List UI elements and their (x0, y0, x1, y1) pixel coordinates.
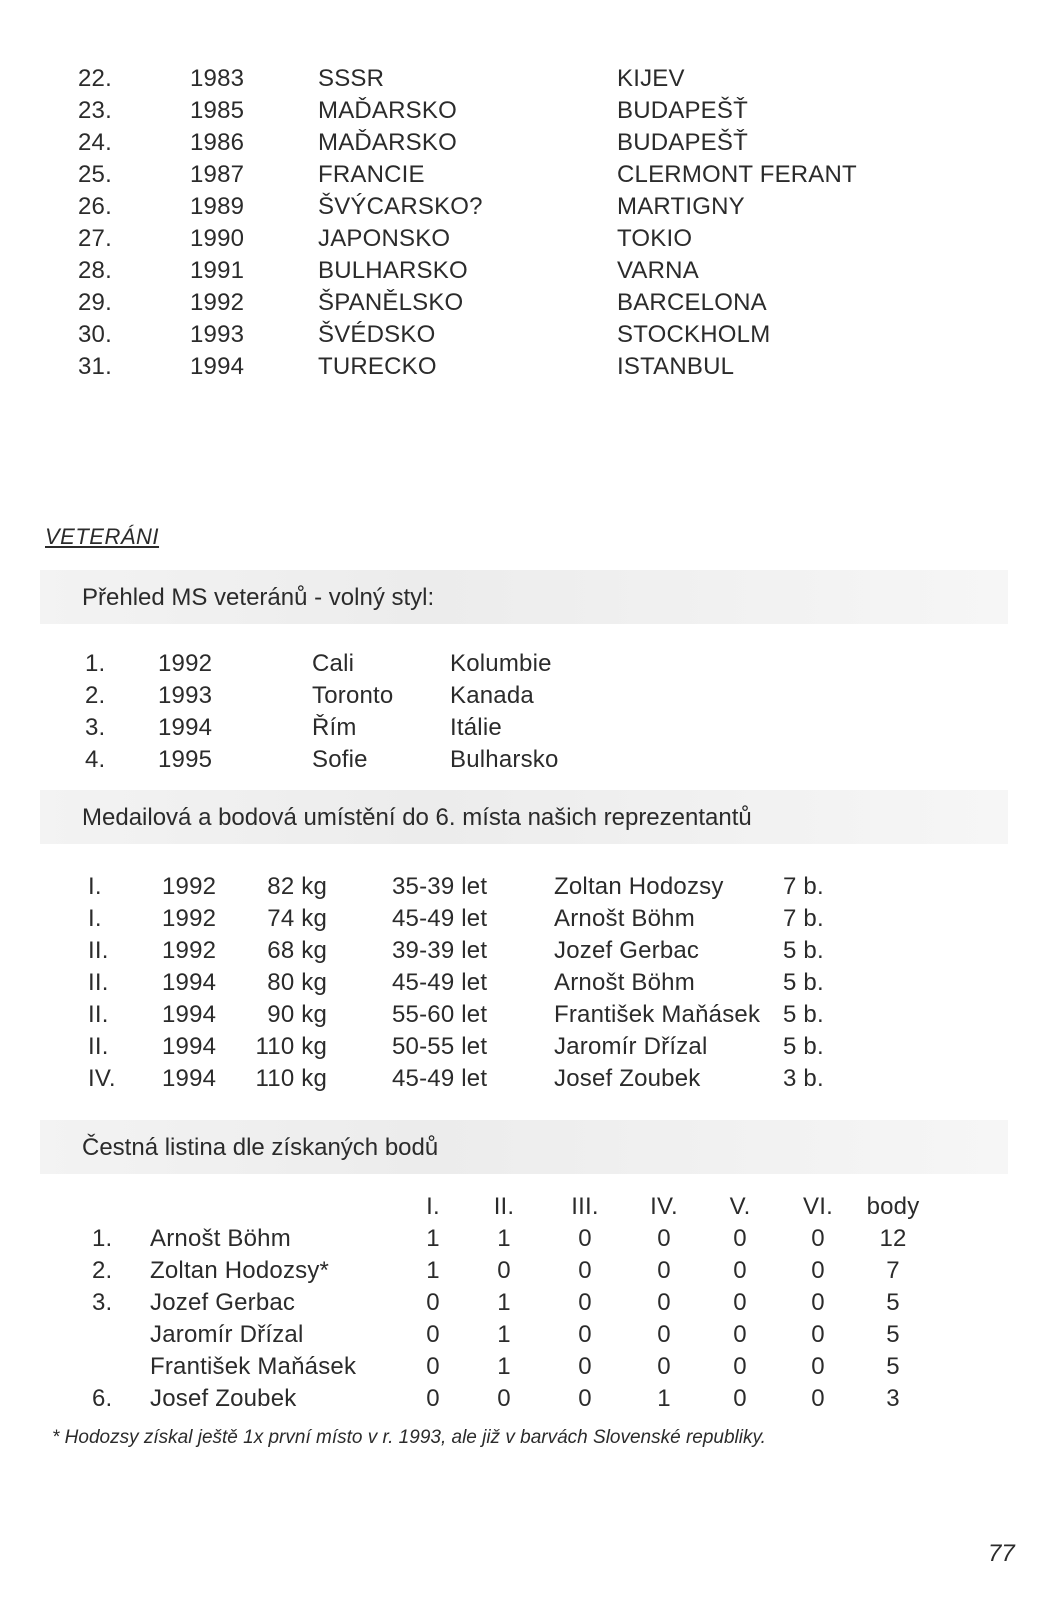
score-cell: 0 (578, 1353, 592, 1380)
score-cell: 0 (578, 1225, 592, 1252)
year: 1986 (190, 129, 245, 156)
city: STOCKHOLM (617, 321, 771, 348)
year: 1992 (162, 937, 217, 964)
athlete-name: Josef Zoubek (554, 1065, 701, 1092)
place: II. (88, 969, 109, 996)
year: 1994 (158, 714, 213, 741)
score-cell: 0 (733, 1353, 747, 1380)
city: Sofie (312, 746, 368, 773)
place: I. (88, 873, 102, 900)
row-number: 23. (78, 97, 112, 124)
score-cell: 5 (886, 1289, 900, 1316)
footnote: * Hodozsy získal ještě 1x první místo v r. 1993, ale již v barvách Slovenské republiky. (52, 1427, 766, 1448)
country: ŠVÝCARSKO? (318, 193, 483, 220)
athlete-name: Arnošt Böhm (150, 1225, 291, 1252)
row-number: 30. (78, 321, 112, 348)
city: BUDAPEŠŤ (617, 97, 748, 124)
country: Bulharsko (450, 746, 559, 773)
athlete-name: Josef Zoubek (150, 1385, 297, 1412)
year: 1985 (190, 97, 245, 124)
score-cell: 12 (879, 1225, 907, 1252)
overview-band (40, 570, 1008, 624)
country: TURECKO (318, 353, 437, 380)
score-cell: 1 (426, 1225, 440, 1252)
weight: 110 kg (255, 1033, 327, 1060)
row-number: 26. (78, 193, 112, 220)
score-cell: 0 (497, 1257, 511, 1284)
score-cell: 0 (657, 1289, 671, 1316)
score-cell: 0 (733, 1289, 747, 1316)
country: ŠVÉDSKO (318, 321, 436, 348)
points: 7 b. (783, 873, 824, 900)
year: 1994 (162, 969, 217, 996)
score-cell: 0 (811, 1225, 825, 1252)
city: VARNA (617, 257, 699, 284)
country: MAĎARSKO (318, 129, 457, 156)
city: BARCELONA (617, 289, 767, 316)
year: 1994 (190, 353, 245, 380)
athlete-name: Jozef Gerbac (150, 1289, 296, 1316)
score-cell: 0 (426, 1353, 440, 1380)
year: 1992 (162, 905, 217, 932)
athlete-name: František Maňásek (150, 1353, 357, 1380)
points: 7 b. (783, 905, 824, 932)
country: MAĎARSKO (318, 97, 457, 124)
weight: 80 kg (267, 969, 327, 996)
place: II. (88, 1033, 109, 1060)
city: BUDAPEŠŤ (617, 129, 748, 156)
athlete-name: František Maňásek (554, 1001, 761, 1028)
rank: 2. (92, 1257, 113, 1284)
year: 1994 (162, 1033, 217, 1060)
row-number: 25. (78, 161, 112, 188)
score-cell: 0 (657, 1257, 671, 1284)
score-cell: 0 (733, 1257, 747, 1284)
athlete-name: Zoltan Hodozsy (554, 873, 724, 900)
row-number: 22. (78, 65, 112, 92)
place: II. (88, 1001, 109, 1028)
country: JAPONSKO (318, 225, 451, 252)
score-cell: 0 (811, 1321, 825, 1348)
score-cell: 0 (657, 1353, 671, 1380)
rank: 3. (92, 1289, 113, 1316)
score-cell: 0 (811, 1289, 825, 1316)
row-number: 29. (78, 289, 112, 316)
age-group: 50-55 let (392, 1033, 488, 1060)
city: Toronto (312, 682, 394, 709)
score-cell: 1 (497, 1353, 511, 1380)
country: FRANCIE (318, 161, 425, 188)
rank: 6. (92, 1385, 113, 1412)
city: KIJEV (617, 65, 685, 92)
row-number: 2. (85, 682, 106, 709)
score-cell: 0 (578, 1385, 592, 1412)
score-cell: 7 (886, 1257, 900, 1284)
column-header: III. (571, 1193, 599, 1220)
country: SSSR (318, 65, 385, 92)
city: CLERMONT FERANT (617, 161, 857, 188)
score-cell: 1 (657, 1385, 671, 1412)
age-group: 45-49 let (392, 969, 488, 996)
year: 1995 (158, 746, 213, 773)
score-cell: 0 (578, 1257, 592, 1284)
athlete-name: Arnošt Böhm (554, 969, 695, 996)
medals-label: Medailová a bodová umístění do 6. místa našich reprezentantů (82, 804, 752, 831)
age-group: 55-60 let (392, 1001, 488, 1028)
column-header: V. (729, 1193, 751, 1220)
score-cell: 3 (886, 1385, 900, 1412)
score-cell: 1 (497, 1321, 511, 1348)
points: 5 b. (783, 937, 824, 964)
score-cell: 0 (497, 1385, 511, 1412)
place: IV. (88, 1065, 116, 1092)
honor-label: Čestná listina dle získaných bodů (82, 1134, 439, 1161)
weight: 74 kg (267, 905, 327, 932)
score-cell: 0 (733, 1385, 747, 1412)
score-cell: 0 (657, 1321, 671, 1348)
athlete-name: Jaromír Dřízal (150, 1321, 304, 1348)
row-number: 4. (85, 746, 106, 773)
score-cell: 0 (426, 1321, 440, 1348)
country: ŠPANĚLSKO (318, 289, 464, 316)
weight: 82 kg (267, 873, 327, 900)
year: 1992 (162, 873, 217, 900)
country: BULHARSKO (318, 257, 468, 284)
score-cell: 0 (811, 1385, 825, 1412)
athlete-name: Zoltan Hodozsy* (150, 1257, 330, 1284)
column-header: I. (426, 1193, 440, 1220)
row-number: 28. (78, 257, 112, 284)
points: 5 b. (783, 1001, 824, 1028)
age-group: 45-49 let (392, 1065, 488, 1092)
score-cell: 0 (578, 1321, 592, 1348)
athlete-name: Arnošt Böhm (554, 905, 695, 932)
score-cell: 0 (811, 1353, 825, 1380)
age-group: 39-39 let (392, 937, 488, 964)
country: Itálie (450, 714, 502, 741)
year: 1991 (190, 257, 245, 284)
athlete-name: Jozef Gerbac (554, 937, 700, 964)
athlete-name: Jaromír Dřízal (554, 1033, 708, 1060)
column-header: IV. (650, 1193, 678, 1220)
row-number: 1. (85, 650, 106, 677)
year: 1983 (190, 65, 245, 92)
page-number: 77 (988, 1540, 1015, 1567)
age-group: 45-49 let (392, 905, 488, 932)
row-number: 31. (78, 353, 112, 380)
weight: 68 kg (267, 937, 327, 964)
section-heading-veterans: VETERÁNI (45, 524, 160, 549)
points: 5 b. (783, 1033, 824, 1060)
column-header: VI. (803, 1193, 833, 1220)
year: 1994 (162, 1001, 217, 1028)
city: Cali (312, 650, 355, 677)
weight: 110 kg (255, 1065, 327, 1092)
year: 1987 (190, 161, 245, 188)
score-cell: 5 (886, 1353, 900, 1380)
honor-band (40, 1120, 1008, 1174)
age-group: 35-39 let (392, 873, 488, 900)
rank: 1. (92, 1225, 113, 1252)
medals-band (40, 790, 1008, 844)
score-cell: 1 (497, 1225, 511, 1252)
column-header: body (866, 1193, 920, 1220)
score-cell: 1 (426, 1257, 440, 1284)
column-header: II. (493, 1193, 515, 1220)
score-cell: 0 (426, 1385, 440, 1412)
overview-label: Přehled MS veteránů - volný styl: (82, 584, 435, 611)
row-number: 3. (85, 714, 106, 741)
city: MARTIGNY (617, 193, 745, 220)
country: Kolumbie (450, 650, 552, 677)
points: 5 b. (783, 969, 824, 996)
row-number: 24. (78, 129, 112, 156)
year: 1993 (158, 682, 213, 709)
score-cell: 0 (733, 1225, 747, 1252)
score-cell: 0 (578, 1289, 592, 1316)
score-cell: 5 (886, 1321, 900, 1348)
score-cell: 0 (657, 1225, 671, 1252)
place: II. (88, 937, 109, 964)
city: TOKIO (617, 225, 693, 252)
score-cell: 0 (733, 1321, 747, 1348)
place: I. (88, 905, 102, 932)
points: 3 b. (783, 1065, 824, 1092)
score-cell: 0 (811, 1257, 825, 1284)
year: 1993 (190, 321, 245, 348)
row-number: 27. (78, 225, 112, 252)
score-cell: 1 (497, 1289, 511, 1316)
year: 1990 (190, 225, 245, 252)
city: Řím (312, 714, 357, 741)
country: Kanada (450, 682, 534, 709)
score-cell: 0 (426, 1289, 440, 1316)
year: 1992 (158, 650, 213, 677)
weight: 90 kg (267, 1001, 327, 1028)
year: 1994 (162, 1065, 217, 1092)
year: 1992 (190, 289, 245, 316)
city: ISTANBUL (617, 353, 735, 380)
year: 1989 (190, 193, 245, 220)
